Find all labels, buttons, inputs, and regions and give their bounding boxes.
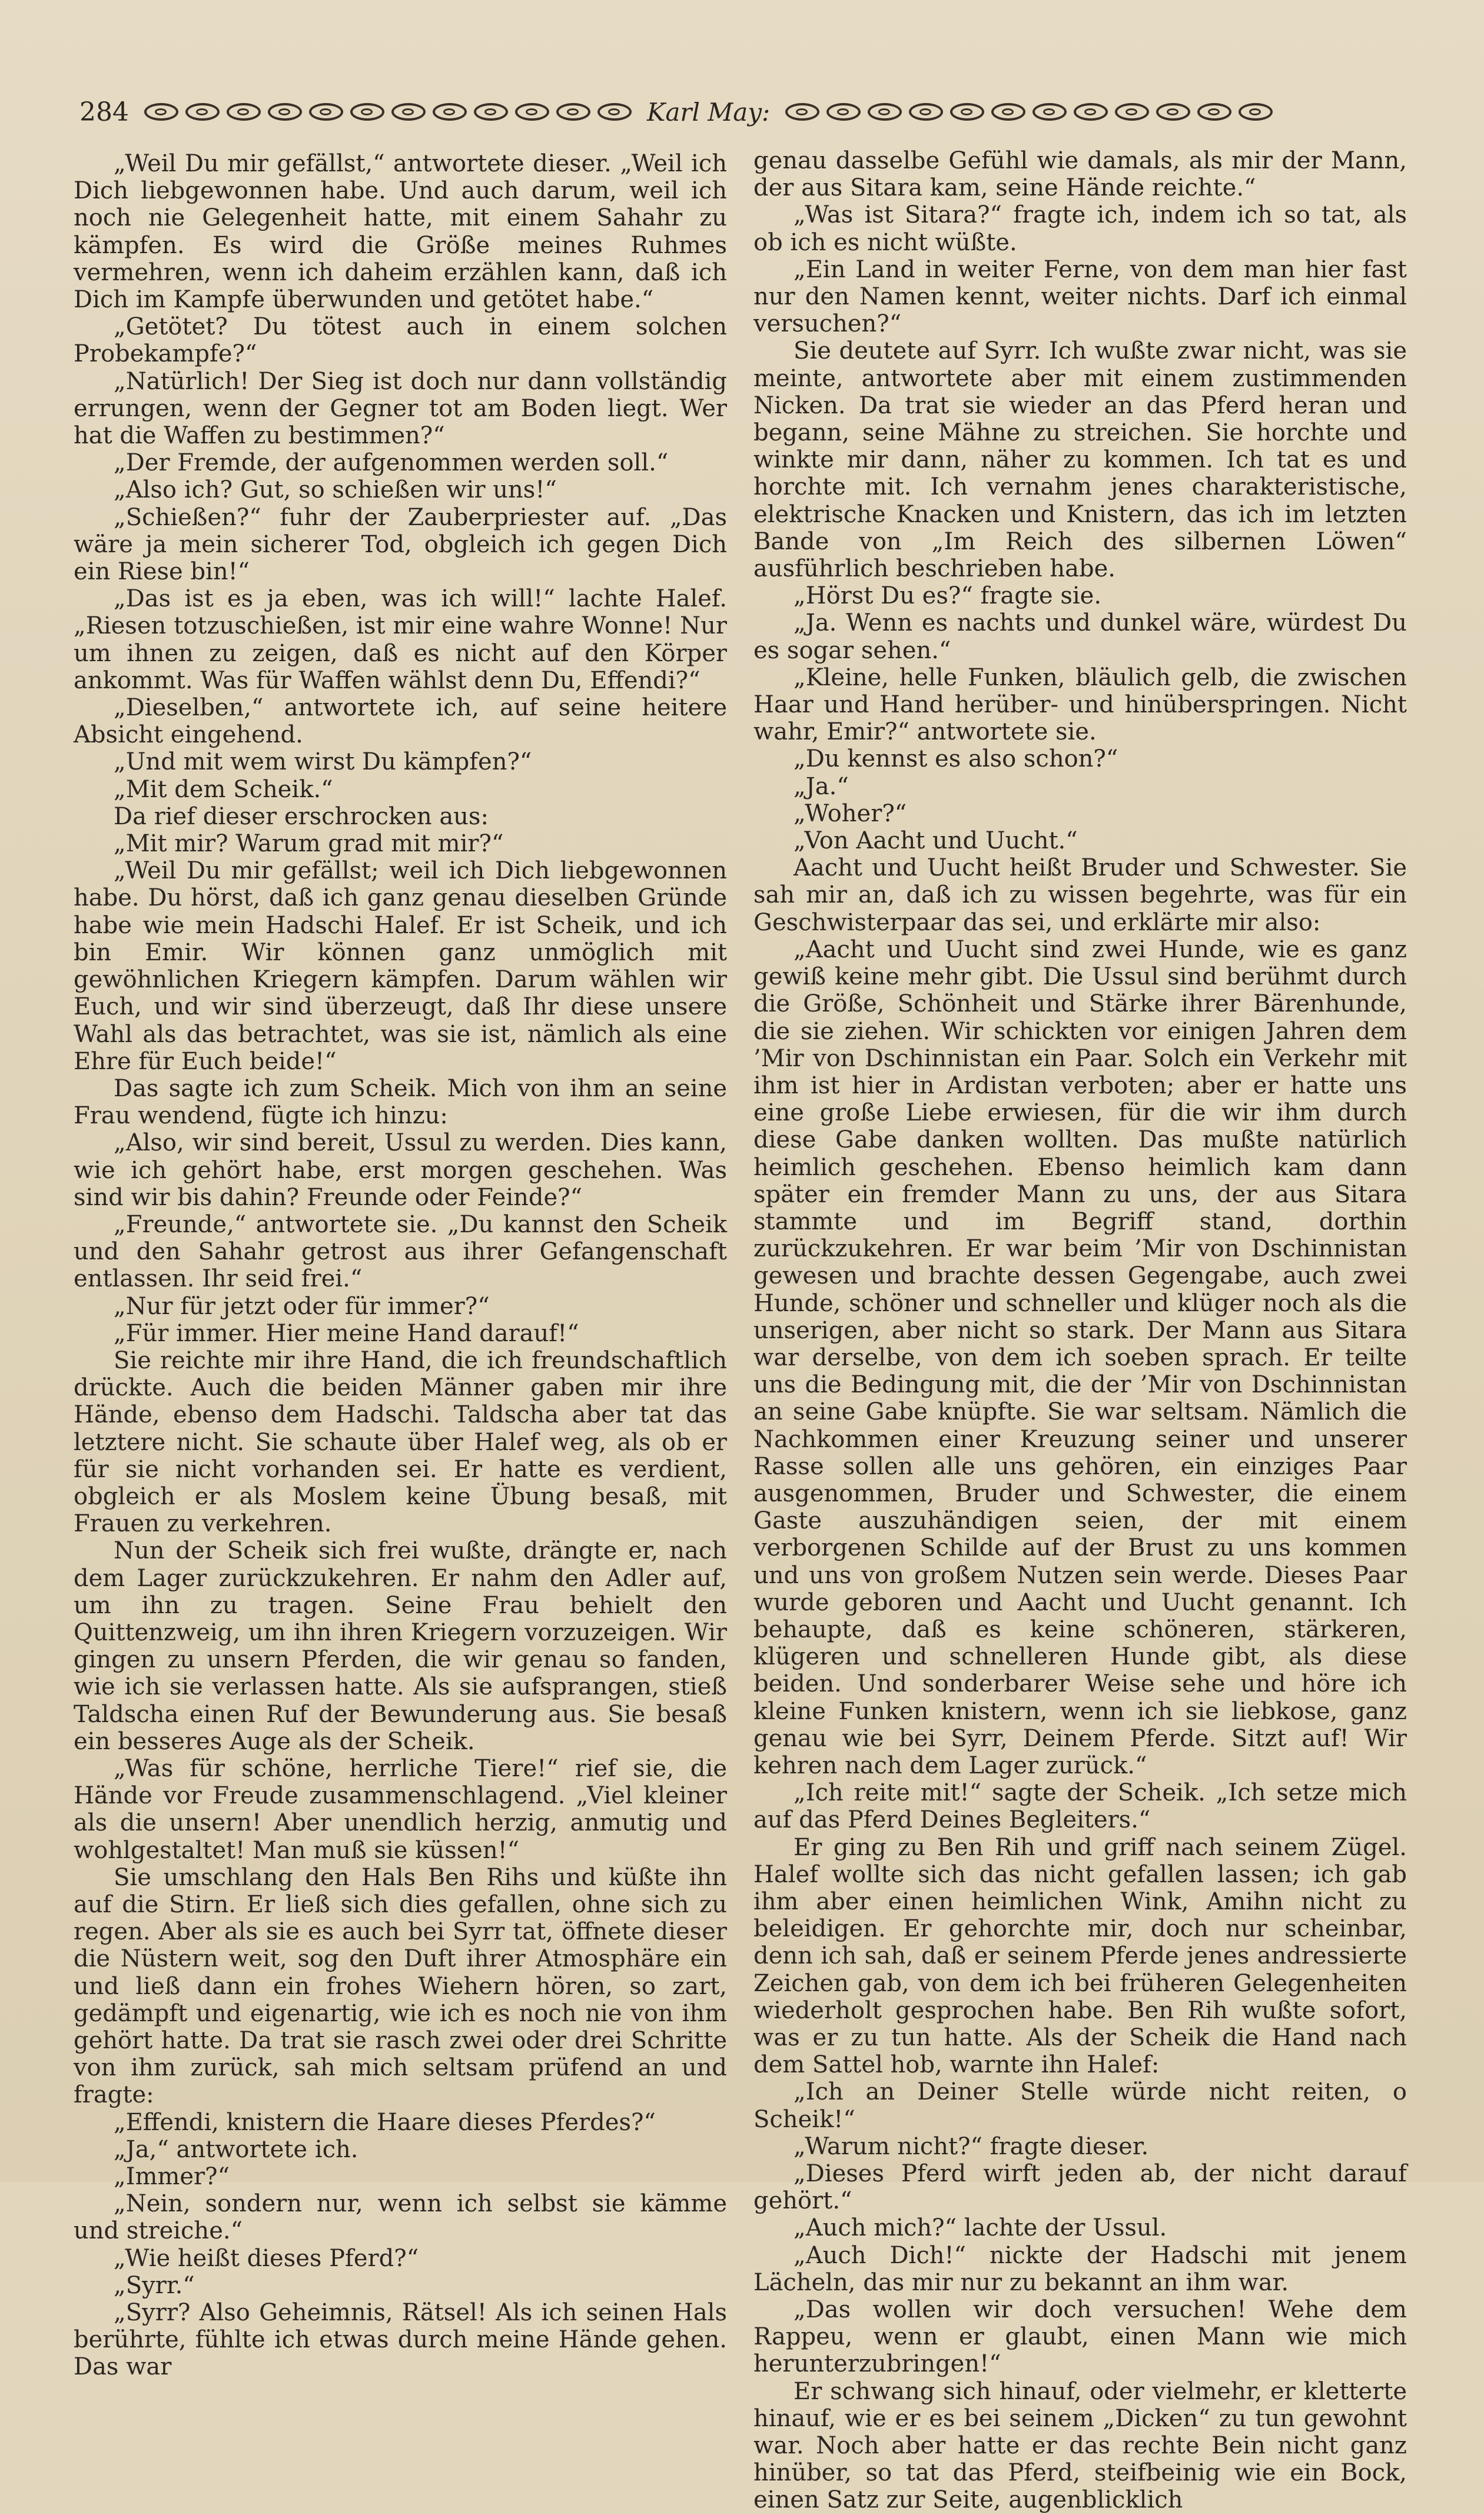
scroll-ornament-icon (474, 103, 508, 121)
paragraph: „Warum nicht?“ fragte dieser. (794, 2132, 1149, 2160)
paragraph: „Was für schöne, herrliche Tiere!“ rief sie, die Hände vor Freude zusammenschlagend. „Viel kleiner als die unsern! Aber unendlich herzig, anmutig und wohlgestaltet! Man muß sie küssen!“ (74, 1755, 727, 1864)
scroll-ornament-icon (433, 103, 467, 121)
scroll-ornament-icon (785, 103, 819, 121)
paragraph: Sie umschlang den Hals Ben Rihs und küßte ihn auf die Stirn. Er ließ sich dies gefallen, ohne sich zu regen. Aber als sie es auch bei Syrr tat, öffnete dieser die Nüstern weit, sog den Duft ihrer Atmosphäre ein und ließ dann ein frohes Wiehern hören, so zart, gedämpft und eigenartig, wie ich es noch nie von ihm gehört hatte. Da trat sie rasch zwei oder drei Schritte von ihm zurück, sah mich seltsam prüfend an und fragte: (74, 1863, 727, 2109)
text-column-right (753, 147, 1407, 2514)
paragraph: genau dasselbe Gefühl wie damals, als mir der Mann, der aus Sitara kam, seine Hände reichte.“ (753, 147, 1407, 202)
paragraph: Sie reichte mir ihre Hand, die ich freundschaftlich drückte. Auch die beiden Männer gaben mir ihre Hände, ebenso dem Hadschi. Taldscha aber tat das letztere nicht. Sie schaute über Halef weg, als ob er für sie nicht vorhanden sei. Er hatte es verdient, obgleich er als Moslem keine Übung besaß, mit Frauen zu verkehren. (74, 1346, 727, 1538)
ornament-row-left (144, 103, 632, 121)
scroll-ornament-icon (350, 103, 384, 121)
paragraph: „Ja.“ (794, 772, 849, 800)
paragraph: „Syrr.“ (114, 2271, 195, 2299)
scroll-ornament-icon (556, 103, 590, 121)
scroll-ornament-icon (1239, 103, 1273, 121)
paragraph: „Nur für jetzt oder für immer?“ (114, 1292, 490, 1320)
paragraph: „Ja. Wenn es nachts und dunkel wäre, würdest Du es sogar sehen.“ (753, 609, 1407, 664)
scroll-ornament-icon (515, 103, 549, 121)
paragraph: „Ich an Deiner Stelle würde nicht reiten, o Scheik!“ (753, 2078, 1407, 2133)
paragraph: „Auch Dich!“ nickte der Hadschi mit jenem Lächeln, das mir nur zu bekannt an ihm war. (753, 2241, 1407, 2296)
paragraph: „Immer?“ (114, 2163, 230, 2191)
scroll-ornament-icon (950, 103, 984, 121)
paragraph: „Ein Land in weiter Ferne, von dem man hier fast nur den Namen kennt, weiter nichts. Darf ich einmal versuchen?“ (753, 256, 1407, 338)
paragraph: „Das ist es ja eben, was ich will!“ lachte Halef. „Riesen totzuschießen, ist mir eine wahre Wonne! Nur um ihnen zu zeigen, daß es nicht auf den Körper ankommt. Was für Waffen wählst denn Du, Effendi?“ (74, 585, 727, 694)
paragraph: „Dieselben,“ antwortete ich, auf seine heitere Absicht eingehend. (74, 694, 727, 749)
paragraph: Da rief dieser erschrocken aus: (114, 802, 489, 830)
paragraph: „Das wollen wir doch versuchen! Wehe dem Rappeu, wenn er glaubt, einen Mann wie mich herunterzubringen!“ (753, 2296, 1407, 2378)
paragraph: „Weil Du mir gefällst; weil ich Dich liebgewonnen habe. Du hörst, daß ich ganz genau dieselben Gründe habe wie mein Hadschi Halef. Er ist Scheik, und ich bin Emir. Wir können ganz unmöglich mit gewöhnlichen Kriegern kämpfen. Darum wählen wir Euch, und wir sind überzeugt, daß Ihr diese unsere Wahl als das betrachtet, was sie ist, nämlich als eine Ehre für Euch beide!“ (74, 857, 727, 1075)
ornament-row-right (785, 103, 1273, 121)
paragraph: „Du kennst es also schon?“ (794, 745, 1118, 773)
page-header (79, 94, 1416, 130)
paragraph: „Also, wir sind bereit, Ussul zu werden. Dies kann, wie ich gehört habe, erst morgen geschehen. Was sind wir bis dahin? Freunde oder Feinde?“ (74, 1129, 727, 1211)
scroll-ornament-icon (1074, 103, 1108, 121)
paragraph: „Woher?“ (794, 800, 907, 827)
paragraph: Nun der Scheik sich frei wußte, drängte er, nach dem Lager zurückzukehren. Er nahm den Adler auf, um ihn zu tragen. Seine Frau behielt den Quittenzweig, um ihn ihren Kriegern vorzuzeigen. Wir gingen zu unsern Pferden, die wir genau so fanden, wie ich sie verlassen hatte. Als sie aufsprangen, stieß Taldscha einen Ruf der Bewunderung aus. Sie besaß ein besseres Auge als der Scheik. (74, 1537, 727, 1755)
paragraph: „Getötet? Du tötest auch in einem solchen Probekampfe?“ (74, 313, 727, 368)
paragraph: „Und mit wem wirst Du kämpfen?“ (114, 748, 532, 776)
paragraph: „Mit mir? Warum grad mit mir?“ (114, 830, 504, 858)
paragraph: „Also ich? Gut, so schießen wir uns!“ (114, 476, 557, 504)
paragraph: „Mit dem Scheik.“ (114, 775, 333, 803)
running-title: Karl May: (647, 97, 771, 127)
scroll-ornament-icon (991, 103, 1025, 121)
paragraph: „Der Fremde, der aufgenommen werden soll.“ (114, 449, 669, 477)
paragraph: „Auch mich?“ lachte der Ussul. (794, 2214, 1167, 2242)
paragraph: „Schießen?“ fuhr der Zauberpriester auf. „Das wäre ja mein sicherer Tod, obgleich ich gegen Dich ein Riese bin!“ (74, 503, 727, 586)
scroll-ornament-icon (185, 103, 220, 121)
paragraph: „Ja,“ antwortete ich. (114, 2135, 358, 2163)
scroll-ornament-icon (826, 103, 861, 121)
paragraph: „Freunde,“ antwortete sie. „Du kannst den Scheik und den Sahahr getrost aus ihrer Gefangenschaft entlassen. Ihr seid frei.“ (74, 1210, 727, 1293)
paragraph: Das sagte ich zum Scheik. Mich von ihm an seine Frau wendend, fügte ich hinzu: (74, 1074, 727, 1130)
paragraph: Er ging zu Ben Rih und griff nach seinem Zügel. Halef wollte sich das nicht gefallen lassen; ich gab ihm aber einen heimlichen Wink, Amihn nicht zu beleidigen. Er gehorchte mir, doch nur scheinbar, denn ich sah, daß er seinem Pferde jenes andressierte Zeichen gab, von dem ich bei früheren Gelegenheiten wiederholt gesprochen habe. Ben Rih wußte sofort, was er zu tun hatte. Als der Scheik die Hand nach dem Sattel hob, warnte ihn Halef: (753, 1833, 1407, 2079)
paragraph: „Für immer. Hier meine Hand darauf!“ (114, 1319, 579, 1347)
paragraph: Aacht und Uucht heißt Bruder und Schwester. Sie sah mir an, daß ich zu wissen begehrte, was für ein Geschwisterpaar das sei, und erklärte mir also: (753, 854, 1407, 936)
paragraph: „Dieses Pferd wirft jeden ab, der nicht darauf gehört.“ (753, 2160, 1407, 2215)
paragraph: Er schwang sich hinauf, oder vielmehr, er kletterte hinauf, wie er es bei seinem „Dicken“ zu tun gewohnt war. Noch aber hatte er das rechte Bein nicht ganz hinüber, so tat das Pferd, steifbeinig wie ein Bock, einen Satz zur Seite, augenblicklich (753, 2377, 1407, 2514)
scroll-ornament-icon (227, 103, 261, 121)
paragraph: „Was ist Sitara?“ fragte ich, indem ich so tat, als ob ich es nicht wüßte. (753, 201, 1407, 256)
page-number: 284 (79, 97, 129, 127)
scroll-ornament-icon (1115, 103, 1149, 121)
scroll-ornament-icon (909, 103, 943, 121)
paragraph: „Aacht und Uucht sind zwei Hunde, wie es ganz gewiß keine mehr gibt. Die Ussul sind berühmt durch die Größe, Schönheit und Stärke ihrer Bärenhunde, die sie ziehen. Wir schickten vor einigen Jahren dem ’Mir von Dschinnistan ein Paar. Solch ein Verkehr mit ihm ist hier in Ardistan verboten; aber er hatte uns eine große Liebe erwiesen, für die wir ihm durch diese Gabe danken wollten. Das mußte natürlich heimlich geschehen. Ebenso heimlich kam dann später ein fremder Mann zu uns, der aus Sitara stammte und im Begriff stand, dorthin zurückzukehren. Er war beim ’Mir von Dschinnistan gewesen und brachte dessen Gegengabe, auch zwei Hunde, schöner und schneller und klüger noch als die unserigen, aber nicht so stark. Der Mann aus Sitara war derselbe, von dem ich soeben sprach. Er teilte uns die Bedingung mit, die der ’Mir von Dschinnistan an seine Gabe knüpfte. Sie war seltsam. Nämlich die Nachkommen einer Kreuzung seiner und unserer Rasse sollen alle uns gehören, ein einziges Paar ausgenommen, Bruder und Schwester, die einem Gaste auszuhändigen seien, der mit einem verborgenen Schilde auf der Brust zu uns kommen und uns von großem Nutzen sein werde. Dieses Paar wurde geboren und Aacht und Uucht genannt. Ich behaupte, daß es keine schöneren, stärkeren, klügeren und schnelleren Hunde gibt, als diese beiden. Und sonderbarer Weise sehe und höre ich kleine Funken knistern, wenn ich sie liebkose, ganz genau wie bei Syrr, Deinem Pferde. Sitzt auf! Wir kehren nach dem Lager zurück.“ (753, 936, 1407, 1779)
paragraph: Sie deutete auf Syrr. Ich wußte zwar nicht, was sie meinte, antwortete aber mit einem zustimmenden Nicken. Da trat sie wieder an das Pferd heran und begann, seine Mähne zu streichen. Sie horchte und winkte mir dann, näher zu kommen. Ich tat es und horchte mit. Ich vernahm jenes charakteristische, elektrische Knacken und Knistern, das ich im letzten Bande von „Im Reich des silbernen Löwen“ ausführlich beschrieben habe. (753, 337, 1407, 583)
paragraph: „Ich reite mit!“ sagte der Scheik. „Ich setze mich auf das Pferd Deines Begleiters.“ (753, 1779, 1407, 1834)
paragraph: „Von Aacht und Uucht.“ (794, 827, 1078, 855)
paragraph: „Kleine, helle Funken, bläulich gelb, die zwischen Haar und Hand herüber- und hinüberspringen. Nicht wahr, Emir?“ antwortete sie. (753, 664, 1407, 746)
scroll-ornament-icon (1033, 103, 1067, 121)
paragraph: „Wie heißt dieses Pferd?“ (114, 2244, 419, 2272)
scroll-ornament-icon (391, 103, 426, 121)
paragraph: „Syrr? Also Geheimnis, Rätsel! Als ich seinen Hals berührte, fühlte ich etwas durch meine Hände gehen. Das war (74, 2299, 727, 2381)
paragraph: „Nein, sondern nur, wenn ich selbst sie kämme und streiche.“ (74, 2190, 727, 2245)
paragraph: „Effendi, knistern die Haare dieses Pferdes?“ (114, 2108, 656, 2136)
scroll-ornament-icon (868, 103, 902, 121)
scroll-ornament-icon (1156, 103, 1190, 121)
paragraph: „Hörst Du es?“ fragte sie. (794, 582, 1102, 610)
paragraph: „Weil Du mir gefällst,“ antwortete dieser. „Weil ich Dich liebgewonnen habe. Und auch darum, weil ich noch nie Gelegenheit hatte, mit einem Sahahr zu kämpfen. Es wird die Größe meines Ruhmes vermehren, wenn ich daheim erzählen kann, daß ich Dich im Kampfe überwunden und getötet habe.“ (74, 150, 727, 314)
paragraph: „Natürlich! Der Sieg ist doch nur dann vollständig errungen, wenn der Gegner tot am Boden liegt. Wer hat die Waffen zu bestimmen?“ (74, 367, 727, 450)
scroll-ornament-icon (268, 103, 302, 121)
scroll-ornament-icon (1197, 103, 1231, 121)
scroll-ornament-icon (597, 103, 632, 121)
text-column-left (74, 150, 727, 2381)
scroll-ornament-icon (309, 103, 343, 121)
scroll-ornament-icon (144, 103, 178, 121)
